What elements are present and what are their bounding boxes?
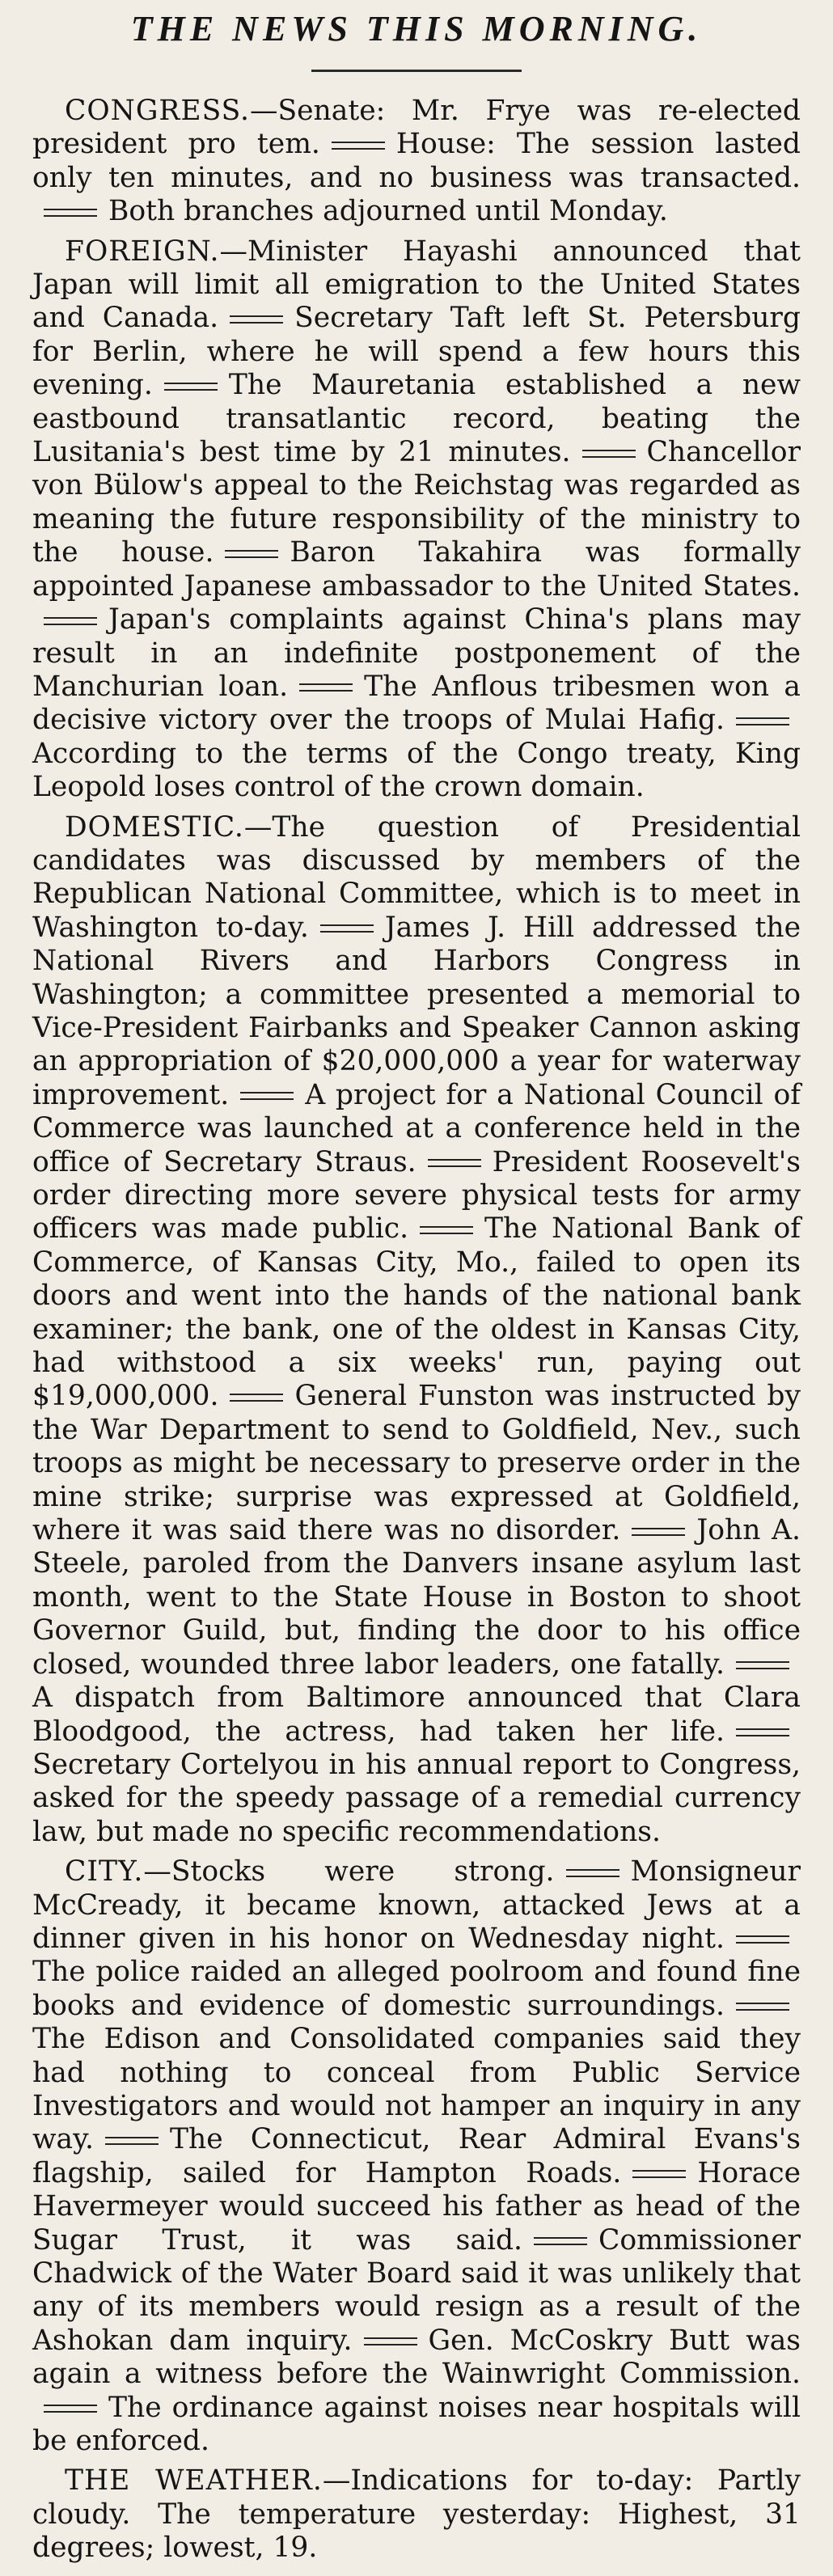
news-item: Indications for to-day: Partly cloudy. The temperature yesterday: Highest, 31 degrees; lowest, 19. [32,2464,801,2565]
news-item: Chancellor von Bülow's appeal to the Reichstag was regarded as meaning the future responsibility of the ministry to the house. [32,436,801,569]
news-section-the-weather: THE WEATHER.—Indications for to-day: Partly cloudy. The temperature yesterday: Highest, 31 degrees; lowest, 19. [32,2464,801,2565]
item-separator [736,1935,789,1944]
news-item: John A. Steele, paroled from the Danvers insane asylum last month, went to the State House in Boston to shoot Governor Guild, but, finding the door to his office closed, wounded three labor leaders, one fatally. [32,1514,801,1681]
section-heading: DOMESTIC. [65,810,244,844]
news-item: General Funston was instructed by the War Department to send to Goldfield, Nev., such troops as might be necessary to preserve order in the mine strike; surprise was expressed at Goldfield, where it was said there was no disorder. [32,1380,801,1547]
news-item: The Edison and Consolidated companies said they had nothing to conceal from Public Service Investigators and would not hamper an inquiry in any way. [32,2023,801,2156]
news-item: Minister Hayashi announced that Japan will limit all emigration to the United States and Canada. [32,235,801,335]
item-separator [320,924,374,933]
news-item: Horace Havermeyer would succeed his father as head of the Sugar Trust, it was said. [32,2156,801,2257]
news-item: Stocks were strong. [171,1855,555,1889]
news-section-city: CITY.—Stocks were strong. Monsigneur McCready, it became known, attacked Jews at a dinner given in his honor on Wednesday night.The police raided an alleged poolroom and found fine books and evidence of domestic surroundings.The Edison and Consolidated companies said they had nothing to conceal from Public Service Investigators and would not hamper an inquiry in any way. The Connecticut, Rear Admiral Evans's flagship, sailed for Hampton Roads. Horace Havermeyer would succeed his father as head of the Sugar Trust, it was said. Commissioner Chadwick of the Water Board said it was unlikely that any of its members would resign as a result of the Ashokan dam inquiry. Gen. McCoskry Butt was again a witness before the Wainwright Commission.The ordinance against noises near hospitals will be enforced. [32,1855,801,2458]
item-separator [105,2137,159,2145]
item-separator [225,550,278,558]
news-item: James J. Hill addressed the National Rivers and Harbors Congress in Washington; a committee presented a memorial to Vice-President Fairbanks and Speaker Cannon asking an appropriation of $20,000,000 a year for waterway improvement. [32,911,801,1111]
news-item: A project for a National Council of Commerce was launched at a conference held in the office of Secretary Straus. [32,1078,801,1178]
news-item: The Mauretania established a new eastbound transatlantic record, beating the Lusitania's best time by 21 minutes. [32,369,801,469]
item-separator [240,1092,294,1100]
news-item: The National Bank of Commerce, of Kansas City, Mo., failed to open its doors and went into the hands of the national bank examiner; the bank, one of the oldest in Kansas City, had withstood a six weeks' run, paying out $19,000,000. [32,1212,801,1413]
section-heading: CONGRESS. [65,95,250,127]
item-separator [736,1728,789,1736]
item-separator [44,2405,97,2413]
item-separator [736,2003,789,2011]
news-item: Baron Takahira was formally appointed Japanese ambassador to the United States. [32,536,801,603]
section-heading: FOREIGN. [65,235,220,268]
news-item: According to the terms of the Congo treaty, King Leopold loses control of the crown domain. [32,737,801,804]
item-separator [164,383,218,391]
news-item: House: The session lasted only ten minutes, and no business was transacted. [32,128,801,194]
item-separator [230,1394,283,1402]
news-item: Gen. McCoskry Butt was again a witness before the Wainwright Commission. [32,2324,801,2391]
news-item: Secretary Taft left St. Petersburg for Berlin, where he will spend a few hours this evening. [32,302,801,402]
item-separator [566,1869,619,1877]
item-separator [364,2337,417,2345]
news-item: Both branches adjourned until Monday. [108,195,668,228]
news-item: The Anflous tribesmen won a decisive victory over the troops of Mulai Hafig. [32,670,801,737]
news-item: The ordinance against noises near hospitals will be enforced. [32,2391,801,2458]
news-section-congress: CONGRESS.—Senate: Mr. Frye was re-elected president pro tem. House: The session lasted only ten minutes, and no business was transacted.Both branches adjourned until Monday. [32,95,801,228]
item-separator [632,1528,685,1536]
news-item: Secretary Cortelyou in his annual report to Congress, asked for the speedy passage of a remedial currency law, but made no specific recommendations. [32,1748,801,1848]
item-separator [332,142,385,150]
news-item: Japan's complaints against China's plans may result in an indefinite postponement of the Manchurian loan. [32,603,801,703]
news-section-foreign: FOREIGN.—Minister Hayashi announced that Japan will limit all emigration to the United States and Canada. Secretary Taft left St. Petersburg for Berlin, where he will spend a few hours this evening. The Mauretania established a new eastbound transatlantic record, beating the Lusitania's best time by 21 minutes. Chancellor von Bülow's appeal to the Reichstag was regarded as meaning the future responsibility of the ministry to the house. Baron Takahira was formally appointed Japanese ambassador to the United States.Japan's complaints against China's plans may result in an indefinite postponement of the Manchurian loan. The Anflous tribesmen won a decisive victory over the troops of Mulai Hafig.According to the terms of the Congo treaty, King Leopold loses control of the crown domain. [32,235,801,804]
news-item: Senate: Mr. Frye was re-elected president pro tem. [32,95,801,161]
item-separator [534,2237,587,2245]
item-separator [44,209,97,217]
news-item: The question of Presidential candidates was discussed by members of the Republican National Committee, which is to meet in Washington to-day. [32,810,801,944]
section-heading: CITY. [65,1855,144,1889]
news-item: Commissioner Chadwick of the Water Board said it was unlikely that any of its members would resign as a result of the Ashokan dam inquiry. [32,2223,801,2357]
news-sections [32,95,801,2565]
item-separator [230,315,283,324]
news-section-domestic: DOMESTIC.—The question of Presidential candidates was discussed by members of the Republican National Committee, which is to meet in Washington to-day. James J. Hill addressed the National Rivers and Harbors Congress in Washington; a committee presented a memorial to Vice-President Fairbanks and Speaker Cannon asking an appropriation of $20,000,000 a year for waterway improvement. A project for a National Council of Commerce was launched at a conference held in the office of Secretary Straus. President Roosevelt's order directing more severe physical tests for army officers was made public. The National Bank of Commerce, of Kansas City, Mo., failed to open its doors and went into the hands of the national bank examiner; the bank, one of the oldest in Kansas City, had withstood a six weeks' run, paying out $19,000,000. General Funston was instructed by the War Department to send to Goldfield, Nev., such troops as might be necessary to preserve order in the mine strike; surprise was expressed at Goldfield, where it was said there was no disorder. John A. Steele, paroled from the Danvers insane asylum last month, went to the State House in Boston to shoot Governor Guild, but, finding the door to his office closed, wounded three labor leaders, one fatally.A dispatch from Baltimore announced that Clara Bloodgood, the actress, had taken her life.Secretary Cortelyou in his annual report to Congress, asked for the speedy passage of a remedial currency law, but made no specific recommendations. [32,810,801,1848]
item-separator [299,683,353,692]
item-separator [736,717,789,725]
item-separator [736,1661,789,1669]
news-item: The Connecticut, Rear Admiral Evans's flagship, sailed for Hampton Roads. [32,2123,801,2189]
item-separator [420,1226,473,1234]
masthead-rule [311,70,522,72]
news-item: A dispatch from Baltimore announced that Clara Bloodgood, the actress, had taken her life. [32,1681,801,1748]
item-separator [632,2170,686,2178]
section-heading: THE WEATHER. [65,2464,323,2498]
news-item: The police raided an alleged poolroom and found fine books and evidence of domestic surroundings. [32,1956,801,2022]
item-separator [428,1159,481,1167]
item-separator [582,450,636,458]
masthead-title: THE NEWS THIS MORNING. [130,9,703,49]
news-item: Monsigneur McCready, it became known, attacked Jews at a dinner given in his honor on Wednesday night. [32,1855,801,1955]
item-separator [44,617,97,625]
news-item: President Roosevelt's order directing more severe physical tests for army officers was made public. [32,1145,801,1246]
